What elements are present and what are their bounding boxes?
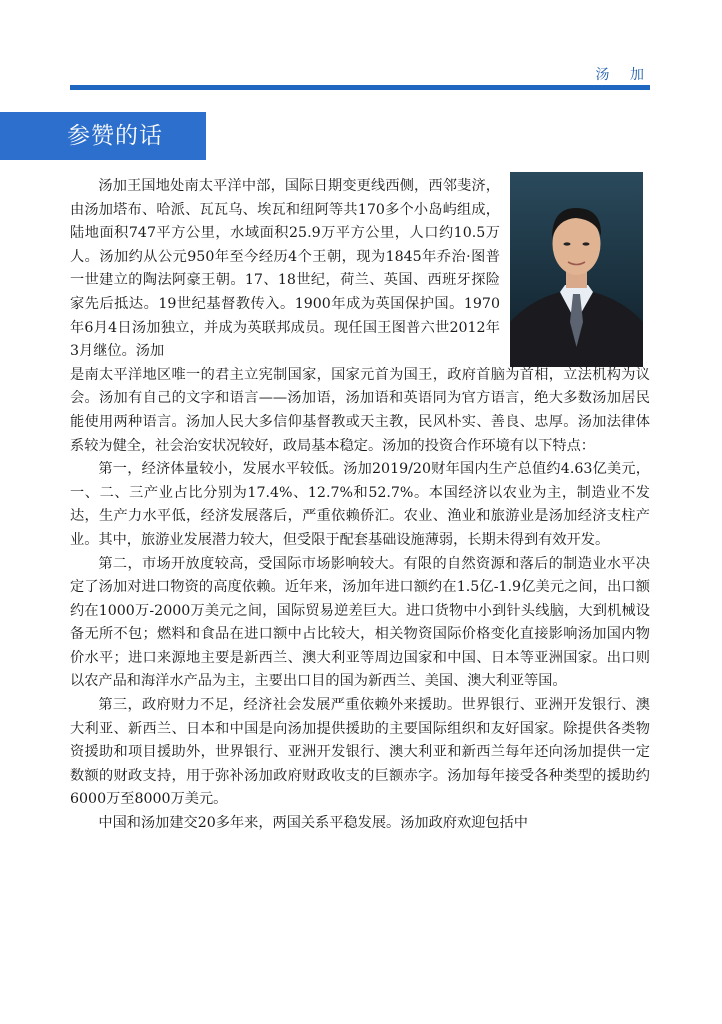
paragraph-aid: 第三，政府财力不足，经济社会发展严重依赖外来援助。世界银行、亚洲开发银行、澳大利亚、新西兰、日本和中国是向汤加提供援助的主要国际组织和友好国家。除提供各类物资援助和项目援助外，世界银行、亚洲开发银行、澳大利亚和新西兰每年还向汤加提供一定数额的财政支持，用于弥补汤加政府财政收支的巨额赤字。汤加每年接受各种类型的援助约6000万至8000万美元。 <box>70 697 650 808</box>
section-title: 参赞的话 <box>0 112 206 160</box>
article-body <box>70 175 650 836</box>
paragraph-intro: 汤加王国地处南太平洋中部，国际日期变更线西侧，西邻斐济，由汤加塔布、哈派、瓦瓦乌、埃瓦和纽阿等共170多个小岛屿组成，陆地面积747平方公里，水域面积25.9万平方公里，人口约10.5万人。汤加约从公元950年至今经历4个王朝，现为1845年乔治·图普一世建立的陶法阿豪王朝。17、18世纪，荷兰、英国、西班牙探险家先后抵达。19世纪基督教传入。1900年成为英国保护国。1970年6月4日汤加独立，并成为英联邦成员。现任国王图普六世2012年3月继位。汤加 <box>70 178 500 360</box>
paragraph-market: 第二，市场开放度较高，受国际市场影响较大。有限的自然资源和落后的制造业水平决定了汤加对进口物资的高度依赖。近年来，汤加年进口额约在1.5亿-1.9亿美元之间，出口额约在1000万-2000万美元之间，国际贸易逆差巨大。进口货物中小到针头线脑，大到机械设备无所不包；燃料和食品在进口额中占比较大，相关物资国际价格变化直接影响汤加国内物价水平；进口来源地主要是新西兰、澳大利亚等周边国家和中国、日本等亚洲国家。出口则以农产品和海洋水产品为主，主要出口目的国为新西兰、美国、澳大利亚等国。 <box>70 555 650 690</box>
paragraph-economy: 第一，经济体量较小，发展水平较低。汤加2019/20财年国内生产总值约4.63亿美元，一、二、三产业占比分别为17.4%、12.7%和52.7%。本国经济以农业为主，制造业不发达，生产力水平低，经济发展落后，严重依赖侨汇。农业、渔业和旅游业是汤加经济支柱产业。其中，旅游业发展潜力较大，但受限于配套基础设施薄弱，长期未得到有效开发。 <box>70 461 650 548</box>
running-header-country: 汤 加 <box>595 67 652 83</box>
header-rule <box>70 85 650 90</box>
paragraph-intro-continued: 是南太平洋地区唯一的君主立宪制国家，国家元首为国王，政府首脑为首相，立法机构为议会。汤加有自己的文字和语言——汤加语，汤加语和英语同为官方语言，绝大多数汤加居民能使用两种语言。汤加人民大多信仰基督教或天主教，民风朴实、善良、忠厚。汤加法律体系较为健全，社会治安状况较好，政局基本稳定。汤加的投资合作环境有以下特点： <box>70 366 650 454</box>
paragraph-relations: 中国和汤加建交20多年来，两国关系平稳发展。汤加政府欢迎包括中 <box>98 815 528 832</box>
